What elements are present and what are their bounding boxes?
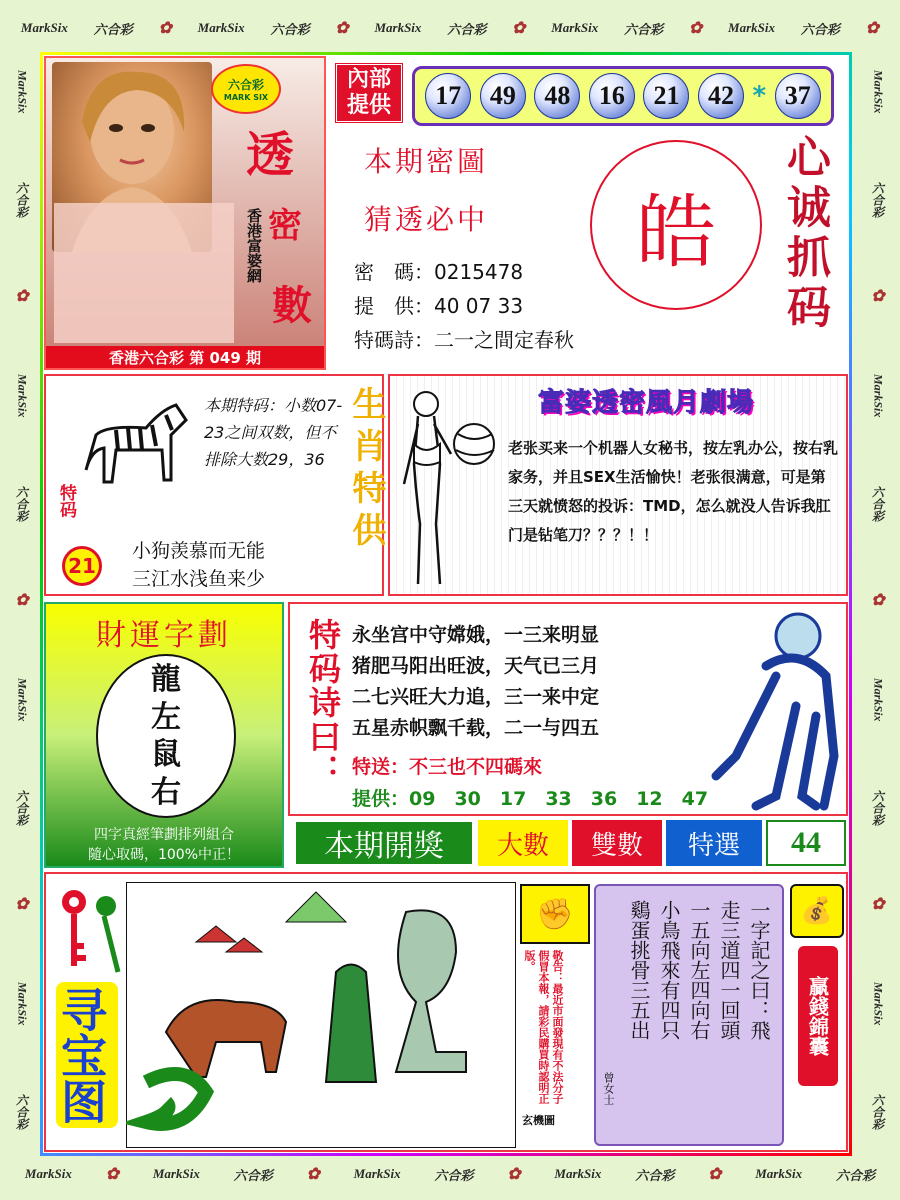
draw-big: 大數: [478, 820, 568, 866]
secret-circle-glyph: 皓: [590, 140, 762, 310]
flower-icon: ✿: [15, 895, 29, 913]
poem-label: 特码诗曰：: [304, 618, 342, 788]
fortune-char: 右: [151, 774, 181, 810]
flower-icon: ✿: [158, 20, 172, 37]
secret-subtitle: 猜透必中: [364, 203, 489, 236]
ball: 48: [534, 73, 580, 119]
border-brand: MarkSix: [24, 1166, 72, 1181]
flower-icon: ✿: [871, 287, 885, 305]
ball: 49: [480, 73, 526, 119]
money-bag-label: 贏錢錦囊: [798, 946, 838, 1086]
tema-number: 21: [62, 546, 102, 586]
border-cn: 六合彩: [870, 1093, 885, 1130]
border-cn: 六合彩: [624, 21, 664, 37]
fortune-caption-1: 四字真經筆劃排列組合: [94, 827, 234, 843]
signature: 曾女士: [602, 1072, 615, 1105]
border-cn: 六合彩: [870, 181, 885, 218]
poem-line: 永坐宫中守嫦娥，一三来明显: [352, 624, 600, 646]
border-brand: MarkSix: [728, 20, 775, 35]
draw-label: 本期開獎: [294, 820, 474, 866]
zodiac-hint: 本期特码：小数07-23之间双数，但不排除大数29，36: [204, 396, 343, 469]
period-bar: 香港六合彩 第 049 期: [46, 346, 324, 368]
internal-badge: [334, 62, 404, 124]
fortune-panel: [44, 602, 284, 868]
blurred-block: [54, 203, 234, 343]
zebra-icon: [76, 390, 196, 500]
draw-select: 特選: [666, 820, 762, 866]
poem-line: 二七兴旺大力追，三一来中定: [352, 686, 600, 708]
key-icon: [56, 886, 126, 976]
poem-provide: 提供：09 30 17 33 36 12 47: [352, 788, 709, 810]
woman-figure-icon: [396, 384, 496, 594]
border-cn: 六合彩: [233, 1167, 273, 1183]
ball: 17: [425, 73, 471, 119]
border-brand: MarkSix: [551, 20, 599, 35]
logo-sub: MARK SIX: [223, 93, 269, 102]
poem-special: 特送：不三也不四碼來: [352, 756, 543, 778]
poem-row: 特碼詩：二一之間定春秋: [354, 328, 574, 352]
provide-row: 提 供：40 07 33: [354, 294, 524, 318]
border-brand: MarkSix: [15, 374, 30, 418]
shu-char: 數: [272, 282, 312, 329]
special-ball: 37: [775, 73, 821, 119]
internal-line1: 內部: [346, 66, 391, 92]
ball: 21: [643, 73, 689, 119]
zodiac-panel: [44, 374, 384, 596]
theatre-story: 老张买来一个机器人女秘书，按左乳办公，按右乳家务，并且SEX生活愉快！老张很满意，可是第三天就愤怒的投诉：TMD，怎么就没人告诉我肛门是钻笔刀？？？！！: [508, 439, 839, 544]
internal-line2: 提供: [346, 93, 391, 118]
border-cn: 六合彩: [434, 1167, 474, 1183]
fortune-char: 鼠: [151, 737, 181, 772]
flower-icon: ✿: [512, 20, 526, 37]
site-name: 香港富婆網: [245, 208, 263, 283]
border-brand: MarkSix: [353, 1166, 401, 1181]
flower-icon: ✿: [708, 1166, 722, 1183]
ball: 16: [589, 73, 635, 119]
notice-text: 敬告：最近市面發現有不法分子假冒本報，請彩民購買時認明正版。: [523, 950, 564, 1104]
fortune-char: 龍: [151, 662, 181, 697]
mi-char: 密: [268, 206, 302, 246]
money-bag-icon: 💰: [790, 884, 844, 938]
cover-panel: [44, 56, 326, 370]
border-cn: 六合彩: [835, 1167, 875, 1183]
zodiac-title: 生肖特供: [346, 386, 386, 554]
border-cn: 六合彩: [447, 21, 487, 37]
border-cn: 六合彩: [14, 485, 29, 522]
border-cn: 六合彩: [870, 789, 885, 826]
border-brand: MarkSix: [197, 20, 245, 35]
star-separator: *: [752, 81, 767, 111]
flower-icon: ✿: [15, 591, 29, 609]
top-border: [0, 10, 900, 46]
border-cn: 六合彩: [870, 485, 885, 522]
draw-bar: [294, 820, 846, 866]
border-brand: MarkSix: [871, 982, 886, 1026]
bottom-border: [0, 1156, 900, 1192]
flower-icon: ✿: [105, 1166, 120, 1183]
border-brand: MarkSix: [755, 1166, 803, 1181]
logo-text: 六合彩: [227, 78, 264, 92]
draw-even: 雙數: [572, 820, 662, 866]
treasure-title: 寻宝图: [56, 982, 118, 1128]
monkey-icon: [706, 606, 848, 814]
side-slogan: 心诚抓码: [779, 134, 830, 334]
theatre-title: 富婆透密風月劇場: [538, 388, 755, 418]
border-brand: MarkSix: [15, 678, 30, 722]
secret-title: 本期密圖: [364, 145, 489, 178]
border-brand: MarkSix: [871, 678, 886, 722]
border-cn: 六合彩: [14, 181, 29, 218]
left-border: [4, 36, 40, 1164]
xuanji-label: 玄機圖: [522, 1114, 555, 1127]
fist-icon: ✊: [520, 884, 590, 944]
winning-balls: [412, 66, 834, 126]
border-brand: MarkSix: [871, 374, 886, 418]
flower-icon: ✿: [871, 591, 885, 609]
zodiac-line1: 小狗羡慕而无能: [132, 540, 266, 562]
flower-icon: ✿: [306, 1166, 320, 1183]
scroll-text: 一字記之曰：飛 走三道四一回頭 一五向左四向右 小鳥飛來有四只 鷄蛋挑骨三五出: [627, 900, 771, 1040]
draw-number: 44: [766, 820, 846, 866]
border-brand: MarkSix: [554, 1166, 602, 1181]
fortune-title: 財運字劃: [96, 618, 232, 653]
border-brand: MarkSix: [374, 20, 422, 35]
border-cn: 六合彩: [93, 21, 133, 37]
flower-icon: ✿: [865, 20, 879, 37]
fortune-char: 左: [151, 699, 181, 735]
treasure-panel: [44, 872, 848, 1152]
flower-icon: ✿: [507, 1166, 521, 1183]
fortune-caption-2: 隨心取碼，100%中正！: [87, 847, 241, 863]
border-cn: 六合彩: [14, 1093, 29, 1130]
poem-line: 猪肥马阳出旺波，天气已三月: [352, 655, 600, 677]
mark-six-logo: [211, 64, 281, 114]
border-cn: 六合彩: [14, 789, 29, 826]
flower-icon: ✿: [871, 895, 885, 913]
theatre-panel: [388, 374, 848, 596]
border-brand: MarkSix: [15, 70, 30, 114]
flower-icon: ✿: [688, 20, 703, 37]
border-brand: MarkSix: [15, 982, 30, 1026]
flower-icon: ✿: [15, 287, 29, 305]
border-brand: MarkSix: [20, 20, 68, 35]
border-cn: 六合彩: [270, 21, 310, 37]
zodiac-line2: 三江水浅鱼来少: [132, 568, 266, 590]
ball: 42: [698, 73, 744, 119]
poem-scroll: [594, 884, 784, 1146]
right-border: [860, 36, 896, 1164]
border-brand: MarkSix: [871, 70, 886, 114]
fortune-oval: [96, 654, 236, 818]
poem-line: 五星赤帜飘千载，二一与四五: [352, 717, 600, 739]
flower-icon: ✿: [335, 20, 349, 37]
poem-lines: [352, 620, 599, 744]
border-brand: MarkSix: [152, 1166, 200, 1181]
poem-panel: [288, 602, 848, 816]
tou-char: 透: [246, 127, 295, 183]
border-cn: 六合彩: [635, 1167, 675, 1183]
tema-label: 特码: [56, 484, 76, 518]
code-row: 密 碼：0215478: [354, 260, 524, 284]
treasure-drawing: [126, 882, 516, 1148]
border-cn: 六合彩: [800, 21, 840, 37]
